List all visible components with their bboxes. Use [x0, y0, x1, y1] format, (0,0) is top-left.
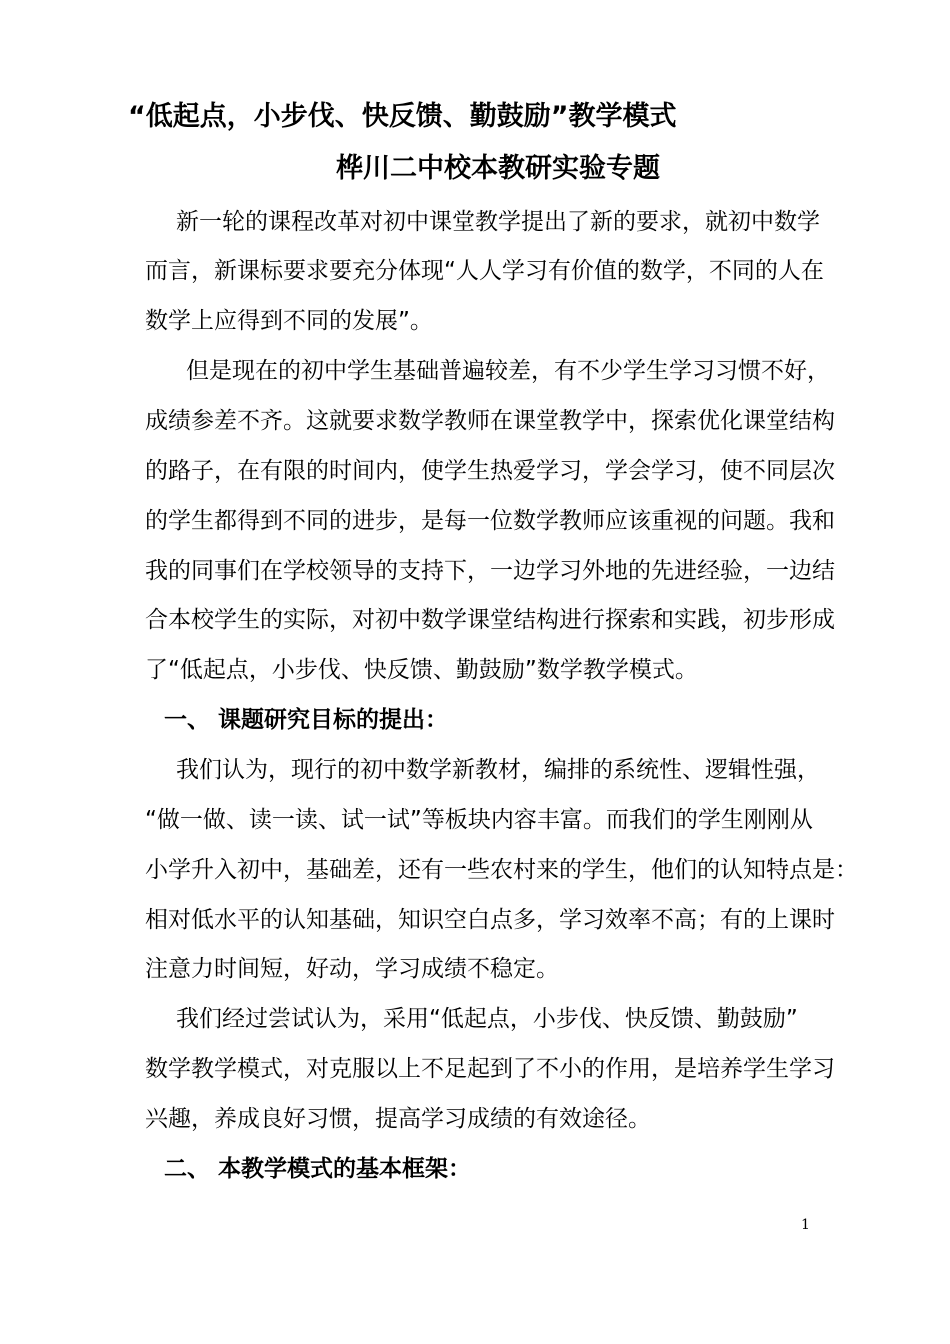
paragraph-4-line-2: 数学教学模式，对克服以上不足起到了不小的作用，是培养学生学习 [145, 1056, 835, 1082]
document-subtitle: 桦川二中校本教研实验专题 [336, 153, 660, 184]
paragraph-3-line-4: 相对低水平的认知基础，知识空白点多，学习效率不高；有的上课时 [145, 907, 835, 933]
document-title: “低起点，小步伐、快反馈、勤鼓励”教学模式 [128, 101, 677, 132]
paragraph-3-line-5: 注意力时间短，好动，学习成绩不稳定。 [145, 956, 559, 982]
paragraph-4-line-1: 我们经过尝试认为，采用“低起点，小步伐、快反馈、勤鼓励” [176, 1006, 798, 1032]
paragraph-1-line-2: 而言，新课标要求要充分体现“人人学习有价值的数学，不同的人在 [145, 258, 824, 284]
paragraph-2-line-6: 合本校学生的实际，对初中数学课堂结构进行探索和实践，初步形成 [145, 607, 835, 633]
paragraph-2-line-3: 的路子，在有限的时间内，使学生热爱学习，学会学习，使不同层次 [145, 458, 835, 484]
paragraph-1-line-1: 新一轮的课程改革对初中课堂教学提出了新的要求，就初中数学 [176, 209, 820, 235]
paragraph-1-line-3: 数学上应得到不同的发展”。 [145, 308, 433, 334]
page-number: 1 [801, 1217, 810, 1233]
paragraph-3-line-2: “做一做、读一读、试一试”等板块内容丰富。而我们的学生刚刚从 [145, 807, 813, 833]
paragraph-2-line-5: 我的同事们在学校领导的支持下，一边学习外地的先进经验，一边结 [145, 558, 835, 584]
section-2-heading: 二、 本教学模式的基本框架： [164, 1156, 472, 1182]
paragraph-2-line-7: 了“低起点，小步伐、快反馈、勤鼓励”数学教学模式。 [145, 657, 698, 683]
paragraph-2-line-1: 但是现在的初中学生基础普遍较差，有不少学生学习习惯不好， [186, 358, 830, 384]
paragraph-4-line-3: 兴趣，养成良好习惯，提高学习成绩的有效途径。 [145, 1106, 651, 1132]
paragraph-3-line-1: 我们认为，现行的初中数学新教材，编排的系统性、逻辑性强， [176, 757, 820, 783]
section-1-heading: 一、 课题研究目标的提出： [164, 707, 449, 733]
paragraph-3-line-3: 小学升入初中，基础差，还有一些农村来的学生，他们的认知特点是： [145, 857, 858, 883]
paragraph-2-line-4: 的学生都得到不同的进步，是每一位数学教师应该重视的问题。我和 [145, 508, 835, 534]
paragraph-2-line-2: 成绩参差不齐。这就要求数学教师在课堂教学中，探索优化课堂结构 [145, 408, 835, 434]
